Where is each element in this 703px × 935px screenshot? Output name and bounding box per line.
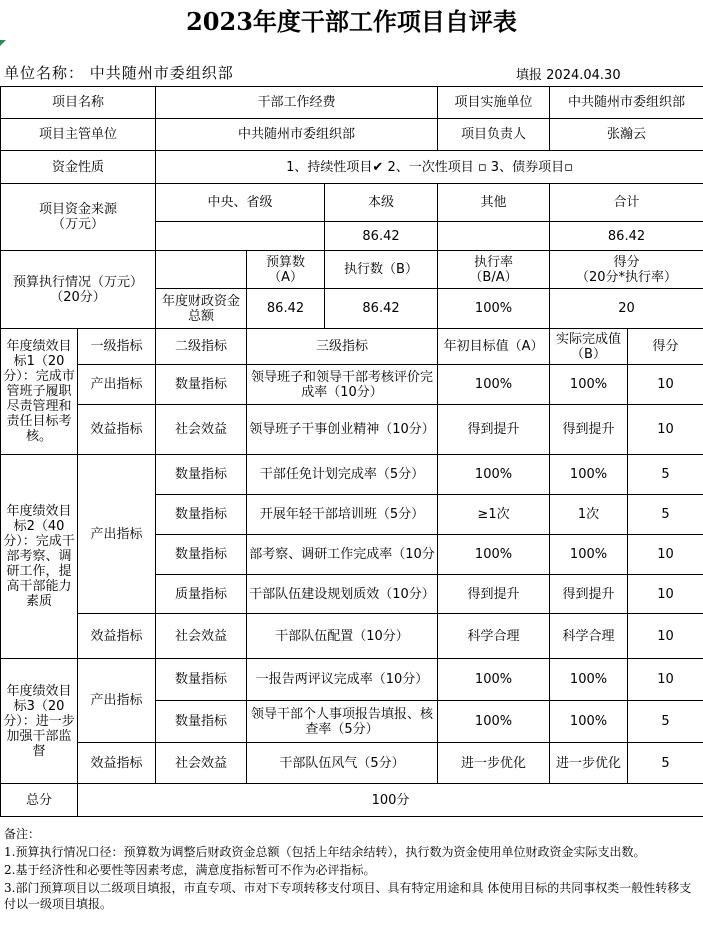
target-cell: 100%	[438, 455, 550, 495]
note-3: 3.部门预算项目以二级项目填报，市直专项、市对下专项转移支付项目、具有特定用途和具 体使用目标的共同事权类一般性转移支付以一级项目填报。	[4, 881, 692, 911]
table-row	[1, 365, 703, 405]
level2-cell: 数量指标	[156, 701, 247, 743]
level2-cell: 社会效益	[156, 743, 247, 784]
budget-amount-header: 预算数 （A）	[247, 251, 325, 289]
score-cell: 5	[628, 495, 703, 535]
header-level1: 一级指标	[78, 329, 156, 365]
target-cell: 100%	[438, 701, 550, 743]
level3-cell: 干部队伍配置（10分）	[247, 614, 438, 659]
fund-source-central-header: 中央、省级	[156, 184, 325, 222]
actual-cell: 100%	[550, 365, 628, 405]
manager-unit-value: 中共随州市委组织部	[156, 119, 438, 151]
level1-cell: 效益指标	[78, 743, 156, 784]
level2-cell: 数量指标	[156, 659, 247, 701]
budget-empty-header	[156, 251, 247, 289]
total-label: 总分	[1, 784, 78, 817]
score-cell: 5	[628, 455, 703, 495]
level3-cell: 干部队伍风气（5分）	[247, 743, 438, 784]
table-row	[1, 659, 703, 701]
level1-cell: 效益指标	[78, 405, 156, 455]
unit-name	[4, 62, 234, 83]
note-1: 1.预算执行情况口径：预算数为调整后财政资金总额（包括上年结余结转），执行数为资金使用单位财政资金实际支出数。	[4, 845, 646, 859]
header-level2: 二级指标	[156, 329, 247, 365]
unit-row	[0, 60, 703, 86]
budget-exec-label: 预算执行情况（万元） （20分）	[1, 251, 156, 329]
target-cell: 科学合理	[438, 614, 550, 659]
actual-cell: 得到提升	[550, 575, 628, 614]
actual-cell: 100%	[550, 701, 628, 743]
goal2-label: 年度绩效目标2（40分）：完成干部考察、调研工作，提高干部能力素质	[1, 455, 78, 659]
target-cell: ≥1次	[438, 495, 550, 535]
actual-cell: 100%	[550, 455, 628, 495]
fund-source-total-value: 86.42	[550, 222, 703, 251]
notes-heading: 备注：	[4, 827, 41, 841]
score-cell: 10	[628, 405, 703, 455]
budget-score-header: 得分 （20分*执行率）	[550, 251, 703, 289]
note-2: 2.基于经济性和必要性等因素考虑，满意度指标暂可不作为必评指标。	[4, 863, 376, 877]
level2-cell: 数量指标	[156, 365, 247, 405]
table-row	[1, 614, 703, 659]
score-cell: 10	[628, 614, 703, 659]
target-cell: 得到提升	[438, 405, 550, 455]
level1-cell: 产出指标	[78, 455, 156, 614]
level3-cell: 领导班子和领导干部考核评价完成率（10分）	[247, 365, 438, 405]
unit-name-label: 单位名称：	[4, 64, 85, 82]
exec-unit-label: 项目实施单位	[438, 87, 550, 119]
actual-cell: 科学合理	[550, 614, 628, 659]
actual-cell: 得到提升	[550, 405, 628, 455]
goal3-label: 年度绩效目标3（20分）：进一步加强干部监督	[1, 659, 78, 784]
level3-cell: 干部任免计划完成率（5分）	[247, 455, 438, 495]
score-cell: 5	[628, 743, 703, 784]
exec-amount-value: 86.42	[325, 289, 438, 329]
target-cell: 100%	[438, 659, 550, 701]
level1-cell: 效益指标	[78, 614, 156, 659]
fund-source-other-value	[438, 222, 550, 251]
fund-source-central-value	[156, 222, 325, 251]
score-cell: 10	[628, 535, 703, 575]
level2-cell: 质量指标	[156, 575, 247, 614]
header-level3: 三级指标	[247, 329, 438, 365]
fund-nature-label: 资金性质	[1, 151, 156, 184]
header-score: 得分	[628, 329, 703, 365]
score-cell: 10	[628, 365, 703, 405]
leader-label: 项目负责人	[438, 119, 550, 151]
notes	[4, 826, 700, 914]
level2-cell: 社会效益	[156, 405, 247, 455]
actual-cell: 1次	[550, 495, 628, 535]
table-row	[1, 455, 703, 495]
unit-name-value: 中共随州市委组织部	[89, 64, 234, 82]
fund-source-label: 项目资金来源 （万元）	[1, 184, 156, 251]
fill-date-label: 填报	[516, 68, 543, 83]
target-cell: 进一步优化	[438, 743, 550, 784]
level3-cell: 领导班子干事创业精神（10分）	[247, 405, 438, 455]
level3-cell: 领导干部个人事项报告填报、核查率（5分）	[247, 701, 438, 743]
leader-value: 张瀚云	[550, 119, 703, 151]
level1-cell: 产出指标	[78, 365, 156, 405]
annual-fund-total-label: 年度财政资金总额	[156, 289, 247, 329]
level1-cell: 产出指标	[78, 659, 156, 743]
exec-rate-value: 100%	[438, 289, 550, 329]
project-name-value: 干部工作经费	[156, 87, 438, 119]
budget-score-value: 20	[550, 289, 703, 329]
score-cell: 5	[628, 701, 703, 743]
header-target: 年初目标值（A）	[438, 329, 550, 365]
exec-amount-header: 执行数（B）	[325, 251, 438, 289]
fill-date-value: 2024.04.30	[546, 68, 621, 83]
exec-unit-value: 中共随州市委组织部	[550, 87, 703, 119]
target-cell: 100%	[438, 365, 550, 405]
evaluation-table	[0, 86, 703, 817]
level2-cell: 数量指标	[156, 535, 247, 575]
actual-cell: 进一步优化	[550, 743, 628, 784]
actual-cell: 100%	[550, 659, 628, 701]
score-cell: 10	[628, 659, 703, 701]
level2-cell: 数量指标	[156, 495, 247, 535]
page-title: 2023年度干部工作项目自评表	[186, 7, 517, 36]
table-row	[1, 405, 703, 455]
fund-source-local-value: 86.42	[325, 222, 438, 251]
fund-source-total-header: 合计	[550, 184, 703, 222]
fund-source-other-header: 其他	[438, 184, 550, 222]
project-name-label: 项目名称	[1, 87, 156, 119]
target-cell: 得到提升	[438, 575, 550, 614]
level3-cell: 开展年轻干部培训班（5分）	[247, 495, 438, 535]
exec-rate-header: 执行率 （B/A）	[438, 251, 550, 289]
manager-unit-label: 项目主管单位	[1, 119, 156, 151]
level3-cell: 部考察、调研工作完成率（10分	[247, 535, 438, 575]
budget-amount-value: 86.42	[247, 289, 325, 329]
fill-date	[516, 64, 621, 83]
target-cell: 100%	[438, 535, 550, 575]
actual-cell: 100%	[550, 535, 628, 575]
fund-source-local-header: 本级	[325, 184, 438, 222]
table-row	[1, 743, 703, 784]
level2-cell: 数量指标	[156, 455, 247, 495]
level3-cell: 一报告两评议完成率（10分）	[247, 659, 438, 701]
header-actual: 实际完成值（B）	[550, 329, 628, 365]
fund-nature-value: 1、持续性项目✔ 2、一次性项目 ▫ 3、债券项目▫	[156, 151, 703, 184]
level3-cell: 干部队伍建设规划质效（10分）	[247, 575, 438, 614]
level2-cell: 社会效益	[156, 614, 247, 659]
cell-marker	[0, 40, 6, 46]
goal1-label: 年度绩效目标1（20分）：完成市管班子履职尽责管理和责任目标考核。	[1, 329, 78, 455]
score-cell: 10	[628, 575, 703, 614]
total-value: 100分	[78, 784, 703, 817]
